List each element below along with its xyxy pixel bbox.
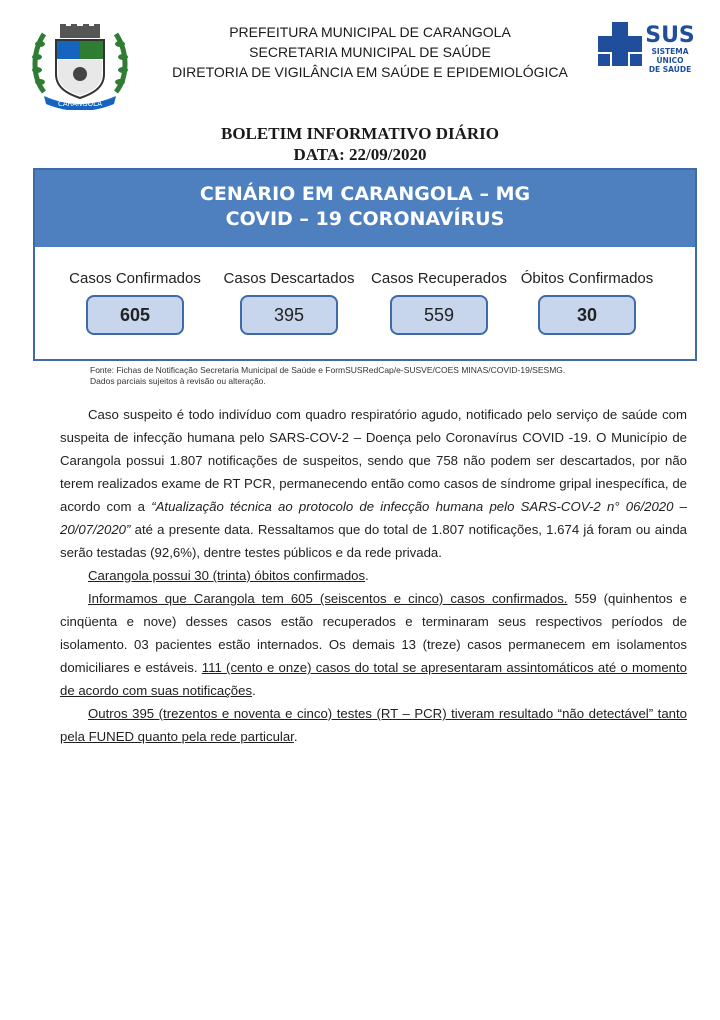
sus-title: SUS xyxy=(645,23,695,48)
paragraph-text: até a presente data. Ressaltamos que do total de 1.807 notificações, 1.674 já foram ou ainda serão testadas (92,6%), dentre testes públicos e da rede privada. xyxy=(60,522,687,560)
paragraph-suspected-cases xyxy=(60,403,687,564)
header-line-1: PREFEITURA MUNICIPAL DE CARANGOLA xyxy=(229,24,511,40)
paragraph-text: 559 (quinhentos e cinqüenta e nove) desses casos estão recuperados e terminaram seus respectivos períodos de isolamento. 03 pacientes estão internados. Os demais 13 (treze) casos permanecem em isolamentos domiciliares e estáveis. xyxy=(60,591,688,675)
stat-value: 605 xyxy=(86,295,184,335)
source-line-1: Fonte: Fichas de Notificação Secretaria Municipal de Saúde e FormSUSRedCap/e-SUSVE/COES MINAS/COVID-19/SESMG. xyxy=(90,365,566,375)
punctuation: . xyxy=(293,729,298,744)
bulletin-body xyxy=(60,403,687,748)
stat-label: Óbitos Confirmados xyxy=(520,270,654,287)
stat-discarded xyxy=(219,270,359,335)
protocol-citation: “Atualização técnica ao protocolo de infecção humana pelo SARS-COV-2 n° 06/2020 – 20/07/2020” xyxy=(60,499,688,537)
asymptomatic-statement: 111 (cento e onze) casos do total se apresentaram assintomáticos até o momento de acordo com suas notificações xyxy=(60,660,687,698)
stat-value: 30 xyxy=(538,295,636,335)
stat-label: Casos Descartados xyxy=(223,270,355,287)
paragraph-discarded-tests xyxy=(60,702,687,748)
confirmed-statement: Informamos que Carangola tem 605 (seiscentos e cinco) casos confirmados. xyxy=(88,591,568,606)
sus-sub-3: DE SAÚDE xyxy=(648,65,692,74)
carangola-crest-icon xyxy=(30,22,130,110)
stat-recovered xyxy=(369,270,509,335)
crest-text: CARANGOLA xyxy=(57,100,103,108)
header-line-3: DIRETORIA DE VIGILÂNCIA EM SAÚDE E EPIDEMIOLÓGICA xyxy=(172,64,568,80)
source-note xyxy=(90,365,690,387)
sus-sub-1: SISTEMA xyxy=(651,47,689,56)
header-lines xyxy=(140,22,600,82)
stat-confirmed xyxy=(65,270,205,335)
sus-sub-2: ÚNICO xyxy=(656,56,684,65)
stat-value: 559 xyxy=(390,295,488,335)
stat-label: Casos Confirmados xyxy=(69,270,201,287)
stat-value: 395 xyxy=(240,295,338,335)
paragraph-text: Caso suspeito é todo indivíduo com quadro respiratório agudo, notificado pelo serviço de saúde com suspeita de infecção humana pelo SARS-COV-2 – Doença pelo Coronavírus COVID -19. O Município de Carangola possui 1.807 notificações de suspeitos, sendo que 758 não podem ser descartados, por não terem realizados exame de RT PCR, permanecendo então como casos de síndrome gripal inespecífica, de acordo com a xyxy=(60,407,687,514)
discarded-statement: Outros 395 (trezentos e noventa e cinco) testes (RT – PCR) tiveram resultado “não detectável” tanto pela FUNED quanto pela rede particular xyxy=(60,706,687,744)
panel-heading-line-2: COVID – 19 CORONAVÍRUS xyxy=(225,208,505,230)
covid-scenario-panel xyxy=(33,168,697,361)
source-line-2: Dados parciais sujeitos à revisão ou alteração. xyxy=(90,376,266,386)
deaths-statement: Carangola possui 30 (trinta) óbitos confirmados xyxy=(88,568,366,583)
punctuation: . xyxy=(252,683,256,698)
document-title xyxy=(0,123,720,165)
header-line-2: SECRETARIA MUNICIPAL DE SAÚDE xyxy=(249,44,491,60)
punctuation: . xyxy=(365,568,369,583)
stat-deaths xyxy=(517,270,657,335)
stat-label: Casos Recuperados xyxy=(371,270,507,287)
title-line-2: DATA: 22/09/2020 xyxy=(293,145,427,164)
sus-logo-icon xyxy=(598,22,698,84)
title-line-1: BOLETIM INFORMATIVO DIÁRIO xyxy=(221,124,499,143)
paragraph-confirmed-cases xyxy=(60,587,687,702)
panel-heading-line-1: CENÁRIO EM CARANGOLA – MG xyxy=(199,183,531,205)
paragraph-deaths xyxy=(60,564,687,587)
page-header xyxy=(0,0,720,115)
panel-heading xyxy=(35,170,695,247)
